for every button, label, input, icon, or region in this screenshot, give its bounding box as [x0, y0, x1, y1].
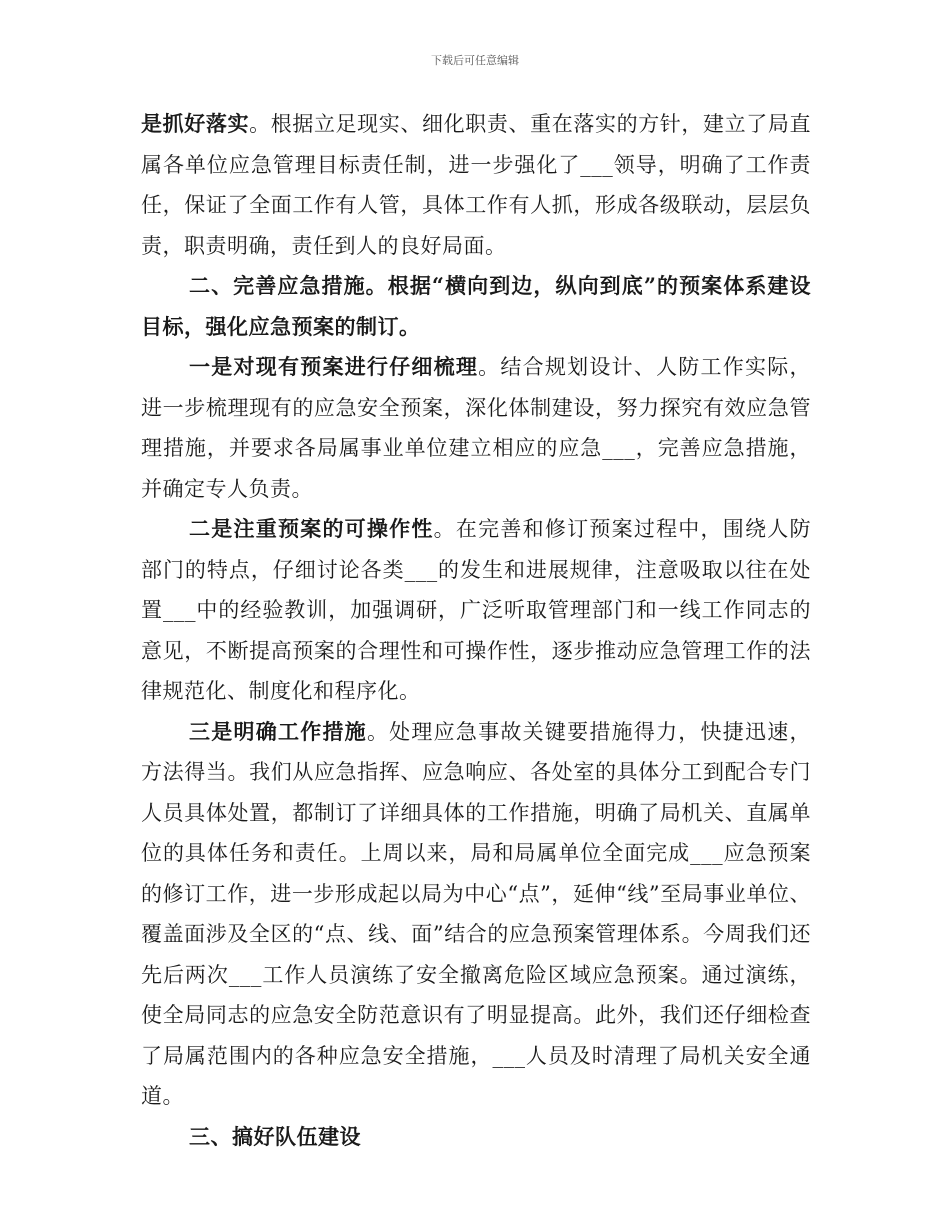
paragraph-operability	[141, 509, 811, 712]
section-heading-text: 二、完善应急措施。根据“横向到边，纵向到底”的预案体系建设目标，强化应急预案的制订。	[141, 273, 811, 339]
paragraph-text: 。结合规划设计、人防工作实际，进一步梳理现有的应急安全预案，深化体制建设，努力探究有效应急管理措施，并要求各局属事业单位建立相应的应急___，完善应急措施，并确定专人负责。	[141, 355, 812, 501]
paragraph-lead: 一是对现有预案进行仔细梳理	[189, 354, 479, 379]
paragraph-lead: 三是明确工作措施	[189, 718, 367, 744]
paragraph-text: 。在完善和修订预案过程中，围绕人防部门的特点，仔细讨论各类___的发生和进展规律，注意吸取以往在处置___中的经验教训，加强调研，广泛听取管理部门和一线工作同志的意见，不断提高预案的合理性和可操作性，逐步推动应急管理工作的法律规范化、制度化和程序化。	[141, 517, 812, 703]
paragraph-text: 。根据立足现实、细化职责、重在落实的方针，建立了局直属各单位应急管理目标责任制，进一步强化了___领导，明确了工作责任，保证了全面工作有人管，具体工作有人抓，形成各级联动，层层负责，职责明确，责任到人的良好局面。	[141, 112, 812, 258]
paragraph-review-plans	[141, 347, 811, 509]
paragraph-work-measures	[141, 712, 811, 1117]
page-header: 下载后可任意编辑	[431, 54, 519, 67]
paragraph-lead: 是抓好落实	[141, 111, 250, 136]
paragraph-implementation	[141, 104, 811, 266]
document-body	[141, 104, 811, 1157]
paragraph-text: 。处理应急事故关键要措施得力，快捷迅速，方法得当。我们从应急指挥、应急响应、各处室的具体分工到配合专门人员具体处置，都制订了详细具体的工作措施，明确了局机关、直属单位的具体任务和责任。上周以来，局和局属单位全面完成___应急预案的修订工作，进一步形成起以局为中心“点”，延伸“线”至局事业单位、覆盖面涉及全区的“点、线、面”结合的应急预案管理体系。今周我们还先后两次___工作人员演练了安全撤离危险区域应急预案。通过演练，使全局同志的应急安全防范意识有了明显提高。此外，我们还仔细检查了局属范围内的各种应急安全措施，___人员及时清理了局机关安全通道。	[141, 719, 812, 1108]
paragraph-lead: 二是注重预案的可操作性	[189, 516, 434, 541]
section-heading-team-building	[141, 1117, 811, 1158]
section-heading-text: 三、搞好队伍建设	[189, 1123, 361, 1149]
section-heading-emergency-measures	[141, 266, 811, 347]
